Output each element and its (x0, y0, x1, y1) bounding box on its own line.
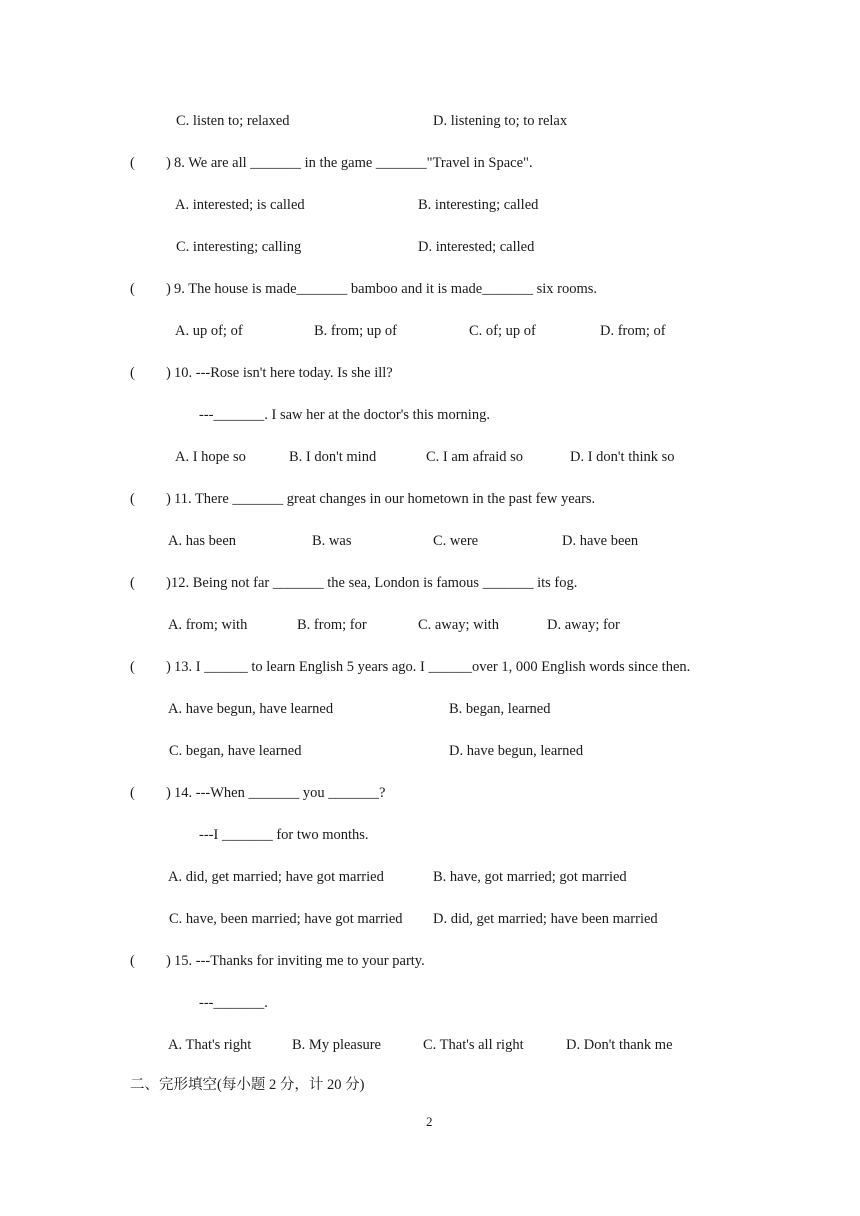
q8-options-row-1 (0, 194, 860, 216)
question-stem: 10. ---Rose isn't here today. Is she ill? (174, 365, 393, 381)
question-14 (0, 782, 860, 804)
option-a: A. interested; is called (175, 197, 305, 213)
option-a: A. That's right (168, 1037, 252, 1053)
answer-bracket-close: ) (166, 659, 171, 675)
question-11 (0, 488, 860, 510)
option-b: B. from; for (297, 617, 367, 633)
option-a: A. has been (168, 533, 237, 549)
answer-bracket-close: ) (166, 155, 171, 171)
answer-bracket-open: ( (130, 785, 135, 801)
answer-bracket-open: ( (130, 155, 135, 171)
option-d: D. from; of (600, 323, 666, 339)
q10-reply (0, 404, 860, 426)
answer-bracket-close: ) (166, 281, 171, 297)
q14-options-row-2 (0, 908, 860, 930)
answer-bracket-close: ) (166, 491, 171, 507)
option-b: B. interesting; called (418, 197, 539, 213)
q13-options-row-2 (0, 740, 860, 762)
option-a: A. did, get married; have got married (168, 869, 384, 885)
page-number: 2 (426, 1114, 433, 1129)
option-c: C. were (433, 533, 479, 549)
answer-bracket-open: ( (130, 659, 135, 675)
q8-options-row-2 (0, 236, 860, 258)
option-a: A. have begun, have learned (168, 701, 334, 717)
answer-bracket-open: ( (130, 365, 135, 381)
option-d: D. Don't thank me (566, 1037, 673, 1053)
option-c: C. began, have learned (169, 743, 302, 759)
option-d: D. away; for (547, 617, 620, 633)
question-stem: 14. ---When _______ you _______? (174, 785, 386, 801)
question-stem: 9. The house is made_______ bamboo and it is made_______ six rooms. (174, 281, 598, 297)
question-8 (0, 152, 860, 174)
section-heading: 二、完形填空(每小题 2 分，计 20 分) (130, 1077, 365, 1093)
option-a: A. I hope so (175, 449, 246, 465)
question-stem: 8. We are all _______ in the game _______"Travel in Space". (174, 155, 533, 171)
answer-bracket-open: ( (130, 491, 135, 507)
q13-options-row-1 (0, 698, 860, 720)
q10-options-row (0, 446, 860, 468)
answer-bracket-open: ( (130, 281, 135, 297)
q9-options-row (0, 320, 860, 342)
option-d: D. interested; called (418, 239, 535, 255)
answer-bracket-open: ( (130, 575, 135, 591)
option-b: B. from; up of (314, 323, 397, 339)
answer-bracket-close: ) (166, 365, 171, 381)
q12-options-row (0, 614, 860, 636)
option-c: C. interesting; calling (176, 239, 302, 255)
question-stem: 13. I ______ to learn English 5 years ago. I ______over 1, 000 English words since then. (174, 659, 691, 675)
option-d: D. have been (562, 533, 639, 549)
option-b: B. was (312, 533, 352, 549)
option-d: D. listening to; to relax (433, 113, 568, 129)
option-c: C. away; with (418, 617, 499, 633)
dialogue-reply: ---_______. I saw her at the doctor's this morning. (199, 407, 490, 423)
option-b: B. began, learned (449, 701, 551, 717)
section-heading-row (0, 1074, 860, 1096)
q15-reply (0, 992, 860, 1014)
question-10 (0, 362, 860, 384)
answer-bracket-close: ) (166, 953, 171, 969)
option-d: D. did, get married; have been married (433, 911, 658, 927)
option-b: B. have, got married; got married (433, 869, 627, 885)
dialogue-reply: ---I _______ for two months. (199, 827, 369, 843)
q14-options-row-1 (0, 866, 860, 888)
q15-options-row (0, 1034, 860, 1056)
option-c: C. I am afraid so (426, 449, 524, 465)
q14-reply (0, 824, 860, 846)
answer-bracket-open: ( (130, 953, 135, 969)
question-15 (0, 950, 860, 972)
q7-options-row (0, 110, 860, 132)
q11-options-row (0, 530, 860, 552)
option-a: A. up of; of (175, 323, 243, 339)
option-b: B. My pleasure (292, 1037, 381, 1053)
question-stem: 11. There _______ great changes in our hometown in the past few years. (174, 491, 596, 507)
question-12 (0, 572, 860, 594)
option-c: C. have, been married; have got married (169, 911, 403, 927)
question-stem: 15. ---Thanks for inviting me to your party. (174, 953, 425, 969)
option-b: B. I don't mind (289, 449, 377, 465)
option-c: C. That's all right (423, 1037, 524, 1053)
question-13 (0, 656, 860, 678)
question-stem: 12. Being not far _______ the sea, London is famous _______ its fog. (171, 575, 578, 591)
answer-bracket-close: ) (166, 785, 171, 801)
question-9 (0, 278, 860, 300)
option-d: D. have begun, learned (449, 743, 584, 759)
answer-bracket-close: ) (166, 575, 171, 591)
option-c: C. of; up of (469, 323, 536, 339)
dialogue-reply: ---_______. (199, 995, 268, 1011)
option-a: A. from; with (168, 617, 248, 633)
page-number-row (0, 1111, 860, 1133)
option-c: C. listen to; relaxed (176, 113, 290, 129)
option-d: D. I don't think so (570, 449, 675, 465)
